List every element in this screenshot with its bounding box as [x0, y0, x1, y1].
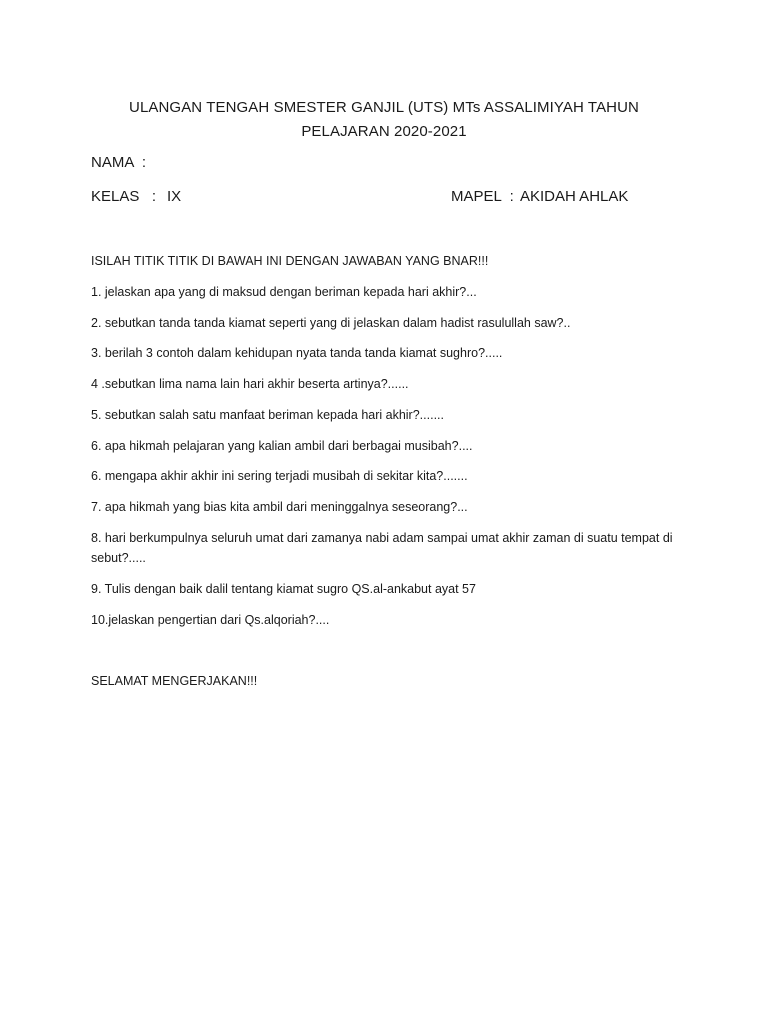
mapel-label: MAPEL :	[451, 188, 514, 205]
mapel-value: AKIDAH AHLAK	[520, 188, 629, 205]
question-1: 1. jelaskan apa yang di maksud dengan beriman kepada hari akhir?...	[91, 285, 477, 299]
question-10: 10.jelaskan pengertian dari Qs.alqoriah?....	[91, 613, 330, 627]
question-6a: 6. apa hikmah pelajaran yang kalian ambil dari berbagai musibah?....	[91, 439, 473, 453]
question-9: 9. Tulis dengan baik dalil tentang kiamat sugro QS.al-ankabut ayat 57	[91, 582, 476, 596]
exam-title	[90, 96, 678, 144]
question-5: 5. sebutkan salah satu manfaat beriman kepada hari akhir?.......	[91, 408, 444, 422]
exam-title-line-1: ULANGAN TENGAH SMESTER GANJIL (UTS) MTs ASSALIMIYAH TAHUN	[129, 99, 639, 116]
question-6b: 6. mengapa akhir akhir ini sering terjadi musibah di sekitar kita?.......	[91, 469, 468, 483]
closing-text: SELAMAT MENGERJAKAN!!!	[91, 674, 258, 688]
nama-label: NAMA :	[91, 154, 147, 171]
exam-title-line-2: PELAJARAN 2020-2021	[301, 123, 467, 140]
question-8: 8. hari berkumpulnya seluruh umat dari zamanya nabi adam sampai umat akhir zaman di suatu tempat di sebut?.....	[91, 531, 673, 565]
kelas-label: KELAS :	[91, 188, 157, 205]
question-7: 7. apa hikmah yang bias kita ambil dari meninggalnya seseorang?...	[91, 500, 468, 514]
question-4: 4 .sebutkan lima nama lain hari akhir beserta artinya?......	[91, 377, 409, 391]
question-3: 3. berilah 3 contoh dalam kehidupan nyata tanda tanda kiamat sughro?.....	[91, 346, 503, 360]
kelas-value: IX	[167, 188, 182, 205]
instruction-text: ISILAH TITIK TITIK DI BAWAH INI DENGAN JAWABAN YANG BNAR!!!	[91, 254, 489, 268]
question-2: 2. sebutkan tanda tanda kiamat seperti yang di jelaskan dalam hadist rasulullah saw?..	[91, 316, 571, 330]
